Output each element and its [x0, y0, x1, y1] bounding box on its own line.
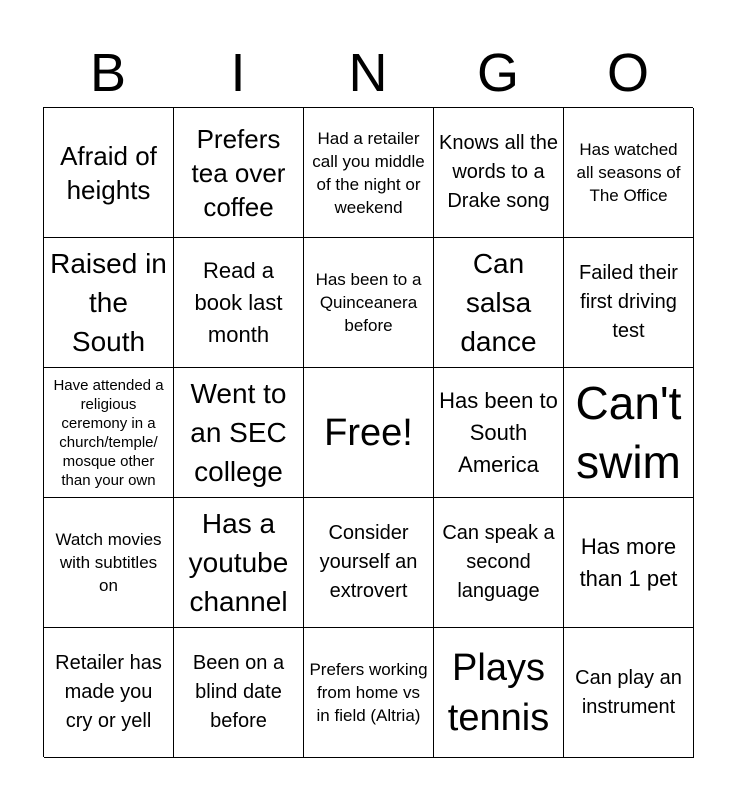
header-letter-i: I — [230, 43, 246, 103]
bingo-cell[interactable] — [434, 368, 564, 498]
cell-text: Afraid of heights — [60, 140, 157, 205]
cell-text: Knows all the words to a Drake song — [439, 132, 558, 212]
bingo-cell[interactable] — [434, 238, 564, 368]
cell-text: Has been to South America — [439, 387, 558, 477]
cell-text: Watch movies with subtitles on — [55, 530, 162, 595]
bingo-cell[interactable] — [564, 628, 694, 758]
bingo-cell[interactable] — [44, 238, 174, 368]
cell-text: Raised in the South — [50, 248, 167, 357]
bingo-cell[interactable] — [44, 108, 174, 238]
bingo-cell[interactable] — [564, 238, 694, 368]
bingo-cell[interactable] — [174, 498, 304, 628]
cell-text: Plays tennis — [447, 646, 550, 739]
cell-text: Prefers tea over coffee — [191, 123, 286, 222]
bingo-cell[interactable] — [174, 628, 304, 758]
bingo-cell[interactable] — [44, 628, 174, 758]
cell-text: Has watched all seasons of The Office — [576, 140, 681, 205]
bingo-cell[interactable] — [434, 108, 564, 238]
bingo-cell[interactable] — [304, 108, 434, 238]
bingo-cell[interactable] — [304, 498, 434, 628]
bingo-cell[interactable] — [564, 368, 694, 498]
bingo-cell[interactable] — [44, 498, 174, 628]
bingo-cell-free[interactable] — [304, 368, 434, 498]
cell-text: Can't swim — [575, 376, 682, 488]
bingo-cell[interactable] — [564, 498, 694, 628]
bingo-header — [43, 40, 693, 106]
cell-text: Been on a blind date before — [192, 652, 285, 732]
bingo-cell[interactable] — [434, 498, 564, 628]
cell-text: Can play an instrument — [575, 666, 682, 718]
cell-text: Read a book last month — [194, 257, 283, 347]
cell-text: Has a youtube channel — [188, 508, 289, 617]
cell-text: Has more than 1 pet — [579, 533, 678, 591]
bingo-cell[interactable] — [174, 238, 304, 368]
cell-text: Had a retailer call you middle of the night or weekend — [312, 128, 425, 217]
bingo-cell[interactable] — [304, 628, 434, 758]
bingo-cell[interactable] — [304, 238, 434, 368]
bingo-cell[interactable] — [434, 628, 564, 758]
bingo-cell[interactable] — [174, 108, 304, 238]
cell-text: Can speak a second language — [442, 522, 555, 602]
cell-text: Consider yourself an extrovert — [319, 522, 418, 602]
bingo-cell[interactable] — [564, 108, 694, 238]
cell-text: Can salsa dance — [460, 248, 537, 357]
header-letter-b: B — [89, 43, 127, 103]
header-letter-o: O — [606, 43, 649, 103]
cell-text: Went to an SEC college — [190, 378, 287, 487]
cell-text: Retailer has made you cry or yell — [55, 652, 162, 732]
bingo-board — [43, 107, 693, 757]
header-letter-g: G — [476, 43, 519, 103]
bingo-cell[interactable] — [44, 368, 174, 498]
cell-text: Free! — [324, 411, 413, 454]
cell-text: Have attended a religious ceremony in a church/temple/ mosque other than your own — [53, 376, 164, 489]
cell-text: Failed their first driving test — [579, 262, 678, 342]
cell-text: Has been to a Quinceanera before — [315, 270, 422, 335]
header-letter-n: N — [348, 43, 388, 103]
bingo-cell[interactable] — [174, 368, 304, 498]
cell-text: Prefers working from home vs in field (Altria) — [309, 660, 428, 725]
